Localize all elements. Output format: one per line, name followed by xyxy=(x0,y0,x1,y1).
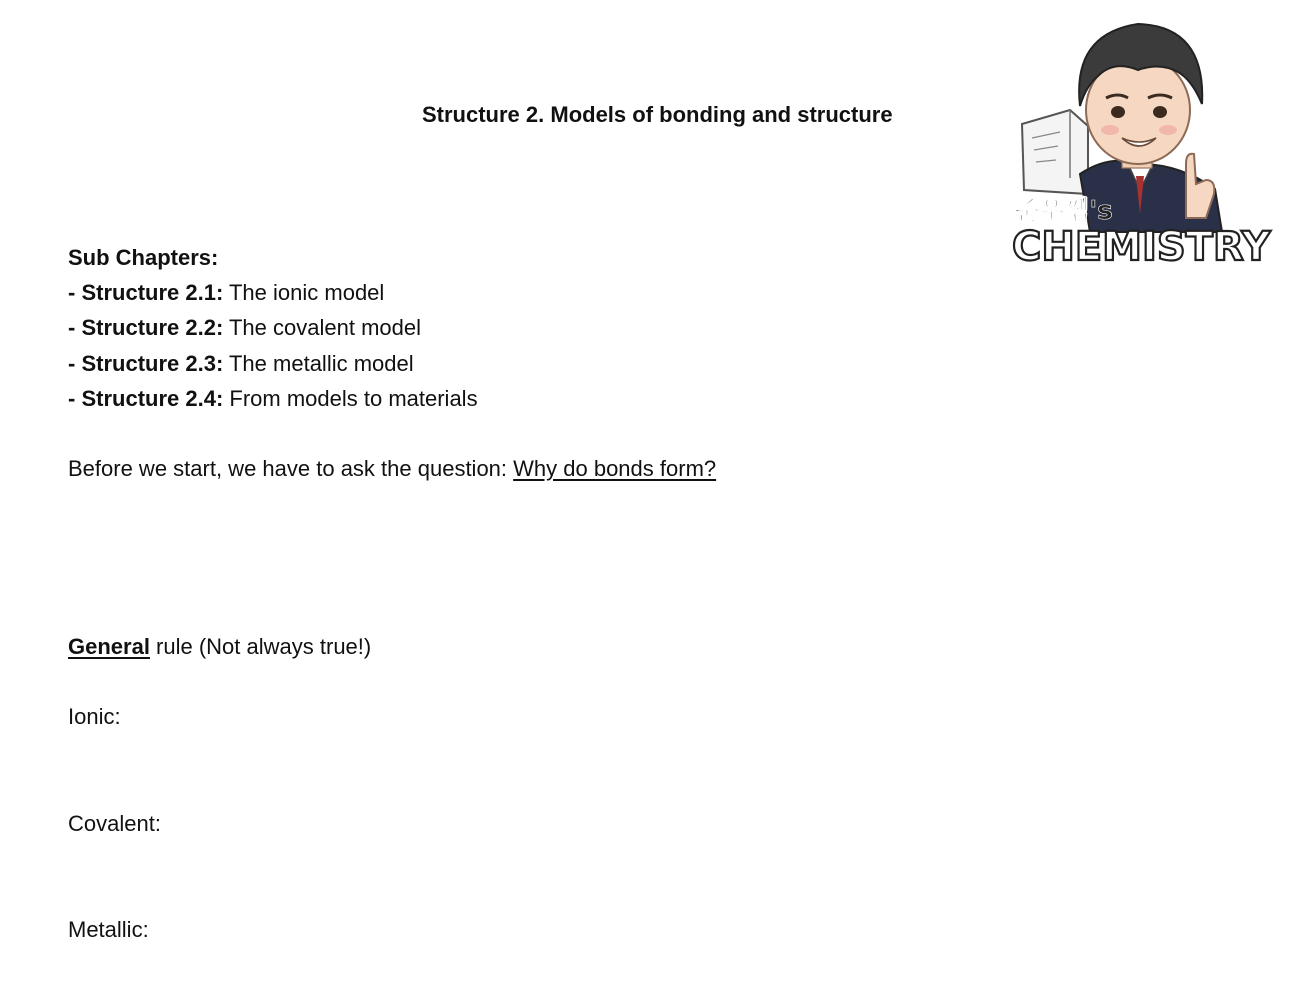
page-title: Structure 2. Models of bonding and structure xyxy=(422,102,893,127)
sub-chapters-heading: Sub Chapters: xyxy=(68,245,219,270)
sub-chapter-item xyxy=(68,351,414,377)
sub-chapter-text: The ionic model xyxy=(223,280,385,305)
svg-text:준우쌤's: 준우쌤's xyxy=(1014,196,1113,226)
question-line xyxy=(68,456,716,482)
sub-chapter-item xyxy=(68,315,421,341)
question-text: Why do bonds form? xyxy=(513,456,717,481)
general-rule-line xyxy=(68,634,371,660)
sub-chapter-item xyxy=(68,280,384,306)
sub-chapter-label: Structure 2.2: xyxy=(81,315,224,340)
sub-chapter-prefix: - xyxy=(68,280,82,305)
sub-chapter-label: Structure 2.1: xyxy=(81,280,224,305)
general-keyword: General xyxy=(68,634,150,659)
covalent-label: Covalent: xyxy=(68,811,161,836)
general-rule-rest: rule (Not always true!) xyxy=(149,634,372,659)
ionic-label: Ionic: xyxy=(68,704,121,729)
sub-chapter-text: From models to materials xyxy=(223,386,478,411)
sub-chapter-prefix: - xyxy=(68,315,82,340)
sub-chapter-label: Structure 2.3: xyxy=(81,351,224,376)
svg-text:CHEMISTRY: CHEMISTRY xyxy=(1012,224,1271,270)
metallic-label: Metallic: xyxy=(68,917,149,942)
sub-chapter-label: Structure 2.4: xyxy=(81,386,224,411)
sub-chapter-item xyxy=(68,386,478,412)
sub-chapter-text: The covalent model xyxy=(223,315,421,340)
sub-chapter-prefix: - xyxy=(68,386,82,411)
sub-chapter-text: The metallic model xyxy=(223,351,414,376)
sub-chapter-prefix: - xyxy=(68,351,82,376)
question-lead: Before we start, we have to ask the question: xyxy=(68,456,514,481)
teacher-cartoon-logo-icon xyxy=(1010,14,1271,270)
book-icon xyxy=(1022,110,1088,194)
